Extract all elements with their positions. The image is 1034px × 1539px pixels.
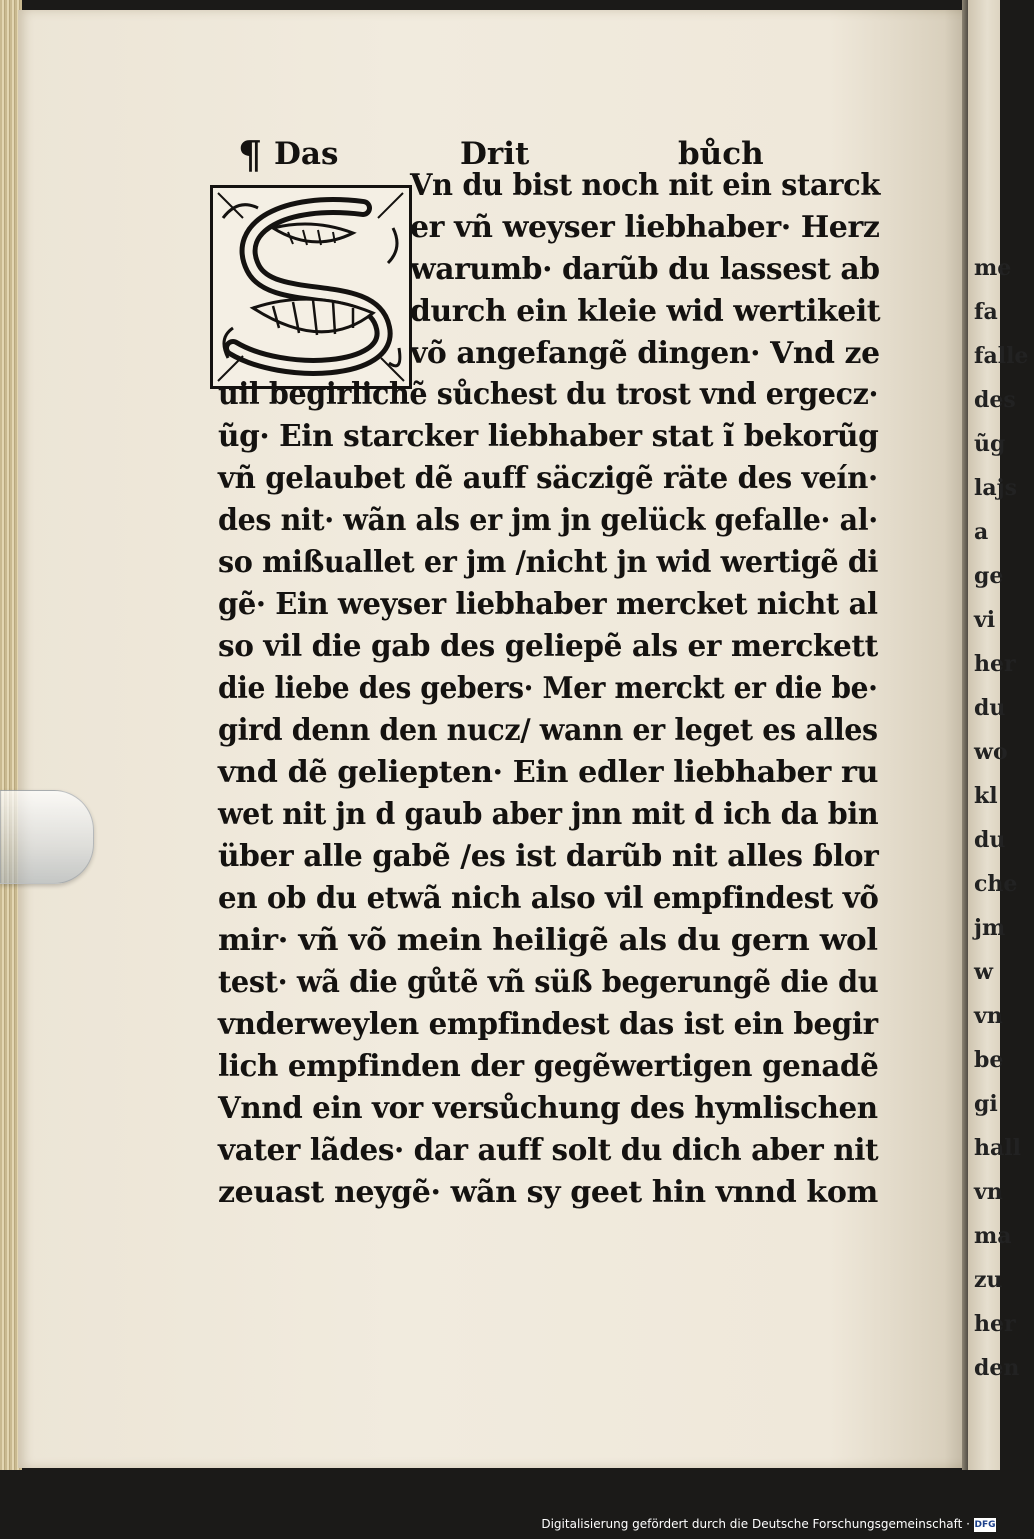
facing-page-fragment: hall [974, 1135, 1021, 1161]
heading-word-das: Das [274, 136, 339, 172]
facing-page-fragment: zu [974, 1267, 1003, 1293]
text-line: wet nit jn d gaub aber jnn mit d ich da bin [218, 797, 879, 832]
text-line: die liebe des gebers· Mer merckt er die be· [218, 671, 878, 706]
facing-page-fragment: w [974, 959, 993, 985]
facing-page-fragment: jm [974, 915, 1006, 941]
text-line: des nit· wãn als er jm jn gelück gefalle· al· [218, 503, 878, 538]
facing-page-fragment: ma [974, 1223, 1012, 1249]
facing-page-fragment: her [974, 1311, 1016, 1337]
text-line: warumb· darũb du lassest ab [410, 252, 880, 287]
text-line: võ angefangẽ dingen· Vnd ze [410, 336, 880, 371]
text-line: vñ gelaubet dẽ auff säczigẽ räte des veín· [218, 461, 878, 496]
facing-page-fragment: her [974, 651, 1016, 677]
facing-page-fragment: be [974, 1047, 1004, 1073]
text-line: gẽ· Ein weyser liebhaber mercket nicht al [218, 587, 878, 622]
facing-page-fragment: du [974, 827, 1006, 853]
facing-page-fragment: wo [974, 739, 1008, 765]
dfg-logo: DFG [974, 1520, 996, 1530]
text-line: mir· vñ võ mein heiligẽ als du gern wol [218, 923, 878, 958]
text-line: so mißuallet er jm /nicht jn wid wertigẽ di [218, 545, 879, 580]
facing-page-fragment: a [974, 519, 989, 545]
facing-page-fragment: ge [974, 563, 1004, 589]
text-line: durch ein kleie wid wertikeit [410, 294, 881, 329]
facing-page-fragment: che [974, 871, 1018, 897]
text-line: uil begirlichẽ sůchest du trost vnd ergecz· [218, 377, 879, 412]
facing-page-fragment: lajs [974, 475, 1017, 501]
text-line: ũg· Ein starcker liebhaber stat ĩ bekorũg [218, 419, 879, 454]
facing-page-fragment: des [974, 387, 1016, 413]
text-line: gird denn den nucz/ wann er leget es alles [218, 713, 878, 748]
digitization-credit: Digitalisierung gefördert durch die Deutsche Forschungsgemeinschaft · [541, 1517, 970, 1531]
heading-word-drit: Drit [460, 136, 530, 172]
footer-bar [0, 1470, 1000, 1539]
facing-page-fragment: vn [974, 1179, 1003, 1205]
facing-page-fragment: ũg [974, 431, 1006, 457]
text-line: Vn du bist noch nit ein starck [410, 168, 880, 203]
facing-page-edge [968, 0, 1029, 1470]
text-line: Vnnd ein vor versůchung des hymlischen [218, 1091, 878, 1126]
text-line: en ob du etwã nich also vil empfindest võ [218, 881, 879, 916]
pilcrow-mark: ¶ [238, 132, 263, 177]
facing-page-fragment: vn [974, 1003, 1003, 1029]
text-line: so vil die gab des geliepẽ als er merckett [218, 629, 878, 664]
decorated-initial [210, 185, 412, 389]
facing-page-fragment: gi [974, 1091, 998, 1117]
text-line: vnderweylen empfindest das ist ein begir [218, 1007, 878, 1042]
initial-s-woodcut [213, 188, 409, 386]
facing-page-fragment: du [974, 695, 1006, 721]
text-line: über alle gabẽ /es ist darũb nit alles ɓlor [218, 839, 879, 874]
text-line: zeuast neygẽ· wãn sy geet hin vnnd kom [218, 1175, 878, 1210]
facing-page-fragment: kl [974, 783, 998, 809]
text-line: lich empfinden der gegẽwertigen genadẽ [218, 1049, 879, 1084]
text-line: vater lãdes· dar auff solt du dich aber nit [218, 1133, 879, 1168]
facing-page-fragment: vi [974, 607, 996, 633]
text-line: test· wã die gůtẽ vñ süß begerungẽ die du [218, 965, 879, 1000]
facing-page-fragment: falle [974, 343, 1029, 369]
text-line: vnd dẽ geliepten· Ein edler liebhaber ru [218, 755, 879, 790]
heading-word-buch: bůch [678, 136, 764, 172]
facing-page-fragment: fa [974, 299, 998, 325]
page-clip [0, 790, 94, 884]
facing-page-fragment: den [974, 1355, 1020, 1381]
text-line: er vñ weyser liebhaber· Herz [410, 210, 880, 245]
facing-page-fragment: me [974, 255, 1012, 281]
